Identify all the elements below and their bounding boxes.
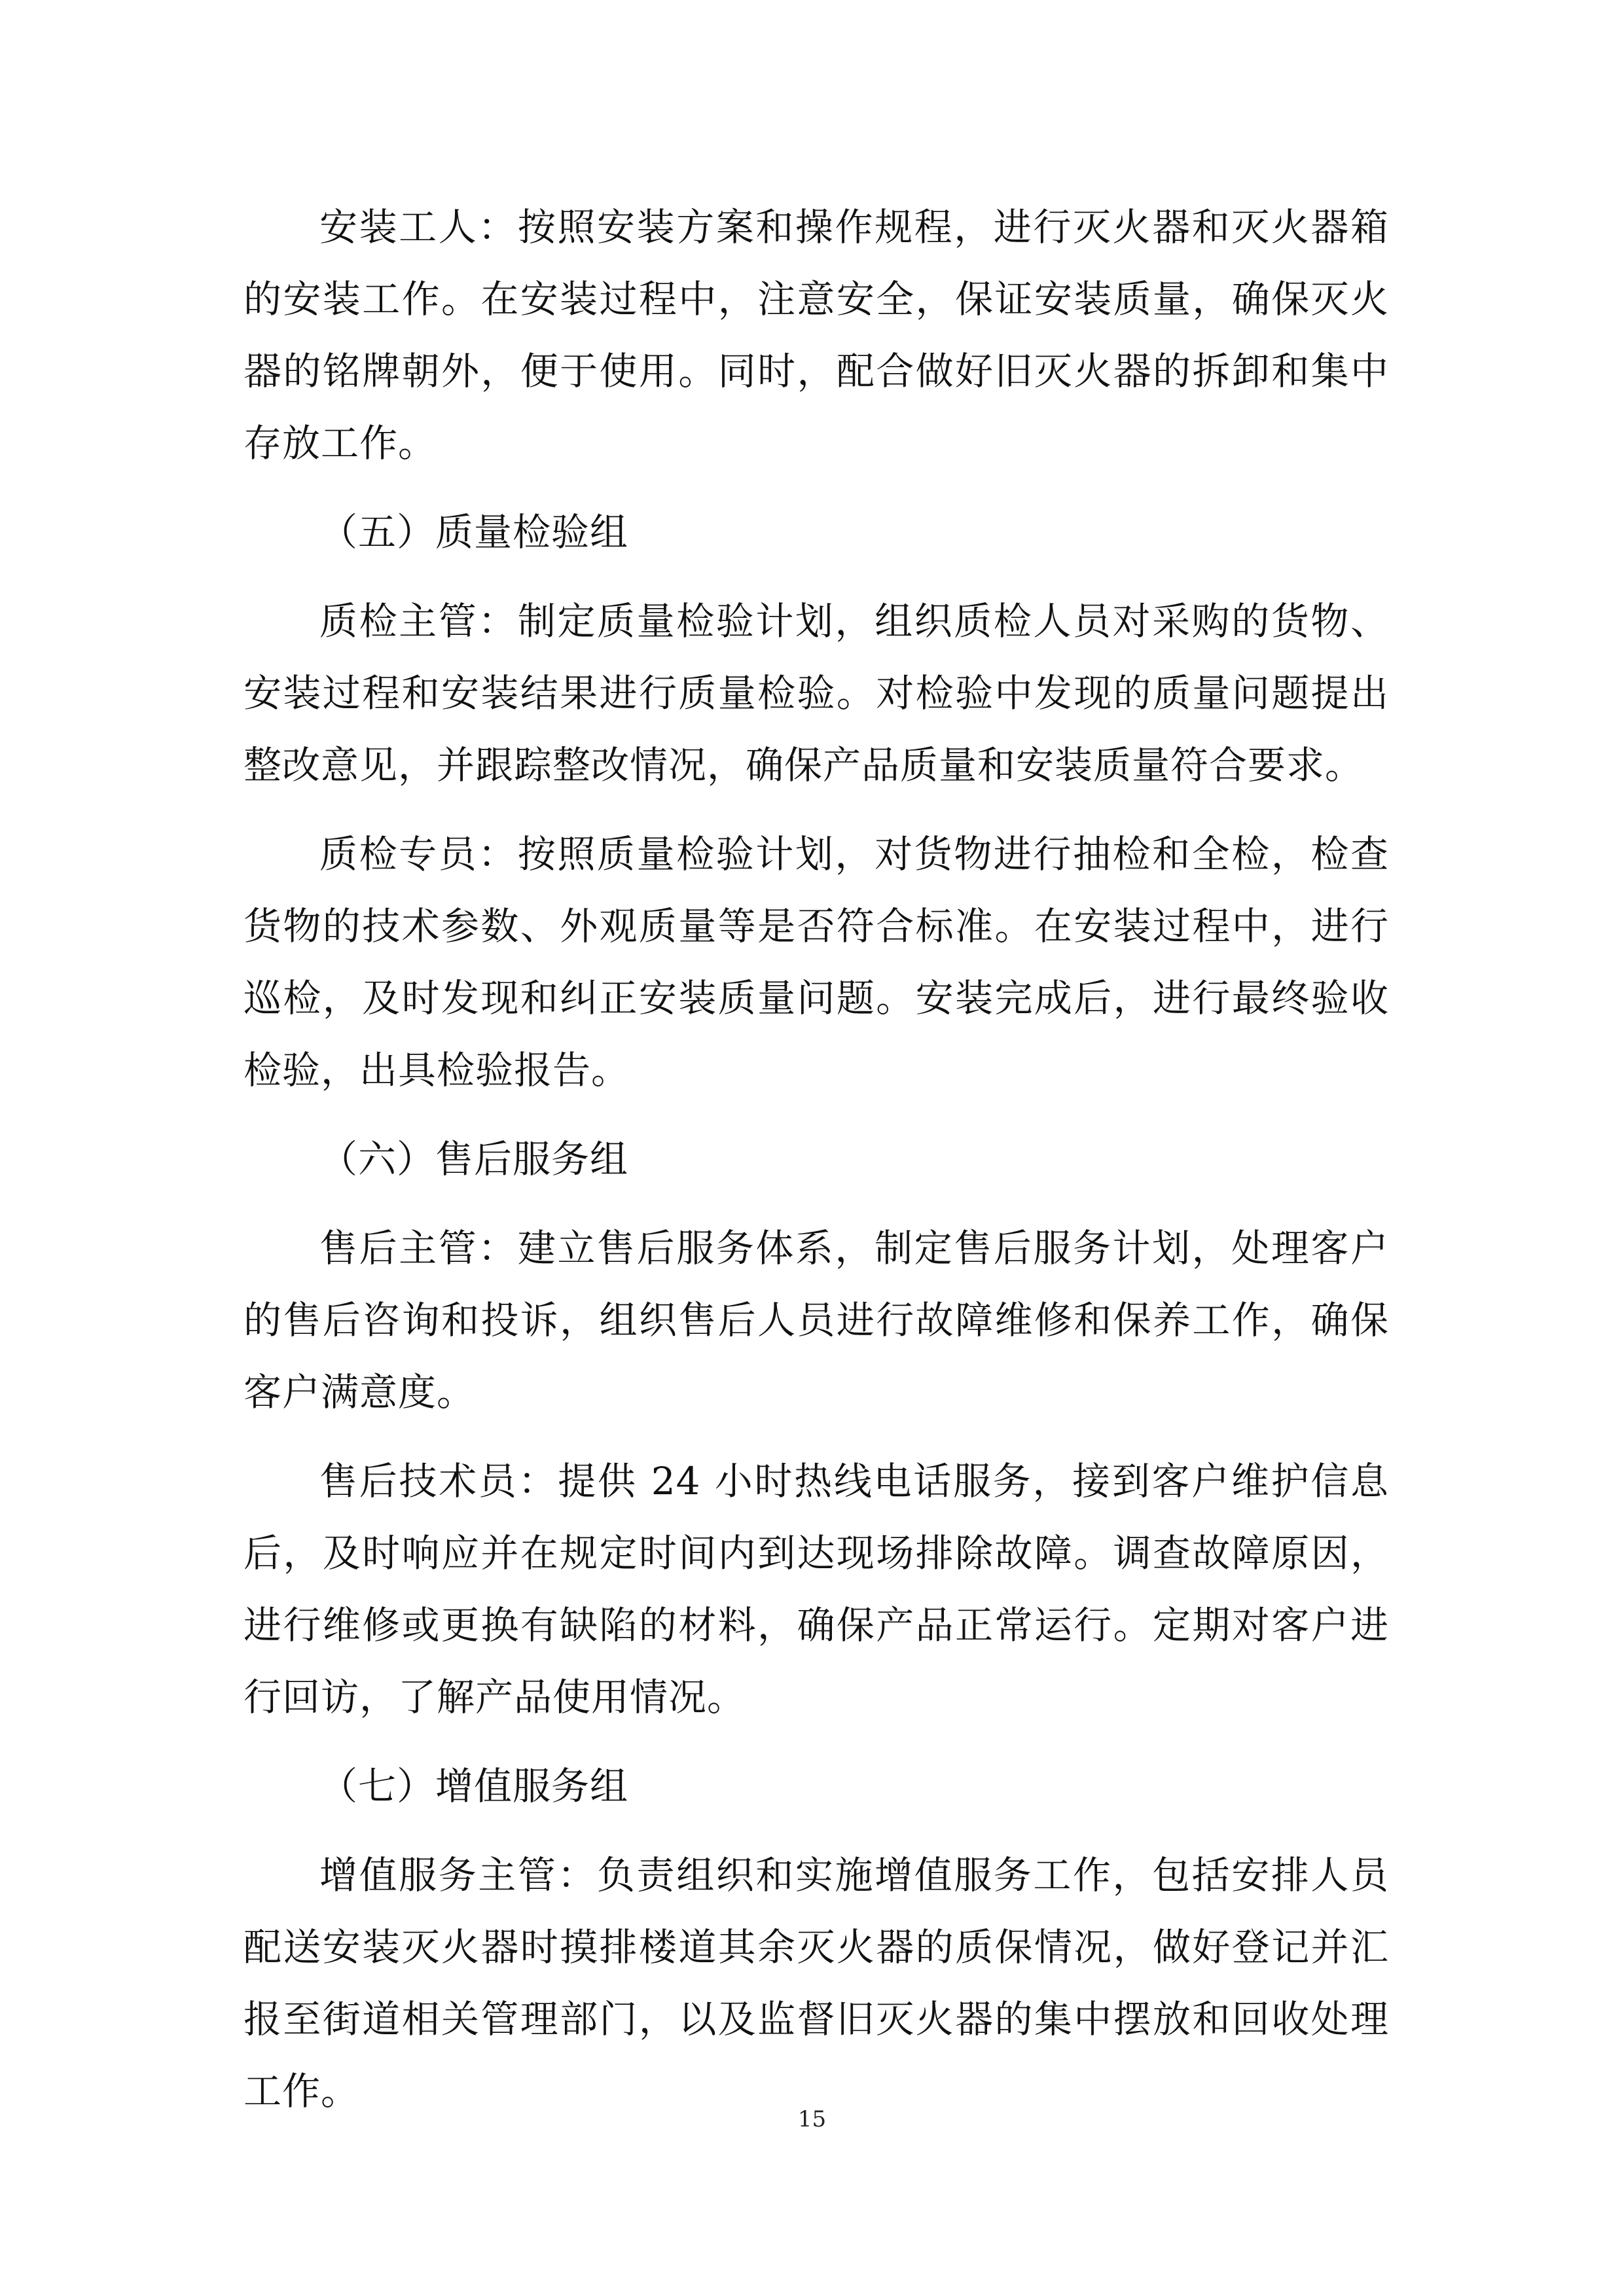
paragraph-qc-specialist: 质检专员：按照质量检验计划，对货物进行抽检和全检，检查货物的技术参数、外观质量等是否符合标准。在安装过程中，进行巡检，及时发现和纠正安装质量问题。安装完成后，进行最终验收检验，出具检验报告。 [244,832,1389,1092]
document-body [244,191,1389,2144]
paragraph-installation-workers: 安装工人：按照安装方案和操作规程，进行灭火器和灭火器箱的安装工作。在安装过程中，注意安全，保证安装质量，确保灭火器的铭牌朝外，便于使用。同时，配合做好旧灭火器的拆卸和集中存放工作。 [244,205,1389,465]
paragraph-value-added-supervisor: 增值服务主管：负责组织和实施增值服务工作，包括安排人员配送安装灭火器时摸排楼道其余灭火器的质保情况，做好登记并汇报至街道相关管理部门，以及监督旧灭火器的集中摆放和回收处理工作。 [244,1853,1389,2113]
paragraph-after-sales-technician: 售后技术员：提供 24 小时热线电话服务，接到客户维护信息后，及时响应并在规定时间内到达现场排除故障。调查故障原因，进行维修或更换有缺陷的材料，确保产品正常运行。定期对客户进行回访，了解产品使用情况。 [244,1459,1389,1719]
section-heading-value-added: （七）增值服务组 [319,1764,629,1808]
page-number: 15 [797,2106,827,2132]
paragraph-qc-supervisor: 质检主管：制定质量检验计划，组织质检人员对采购的货物、安装过程和安装结果进行质量检验。对检验中发现的质量问题提出整改意见，并跟踪整改情况，确保产品质量和安装质量符合要求。 [244,599,1389,787]
section-heading-quality-inspection: （五）质量检验组 [319,510,629,554]
paragraph-after-sales-supervisor: 售后主管：建立售后服务体系，制定售后服务计划，处理客户的售后咨询和投诉，组织售后人员进行故障维修和保养工作，确保客户满意度。 [244,1226,1389,1414]
section-heading-after-sales: （六）售后服务组 [319,1137,629,1181]
